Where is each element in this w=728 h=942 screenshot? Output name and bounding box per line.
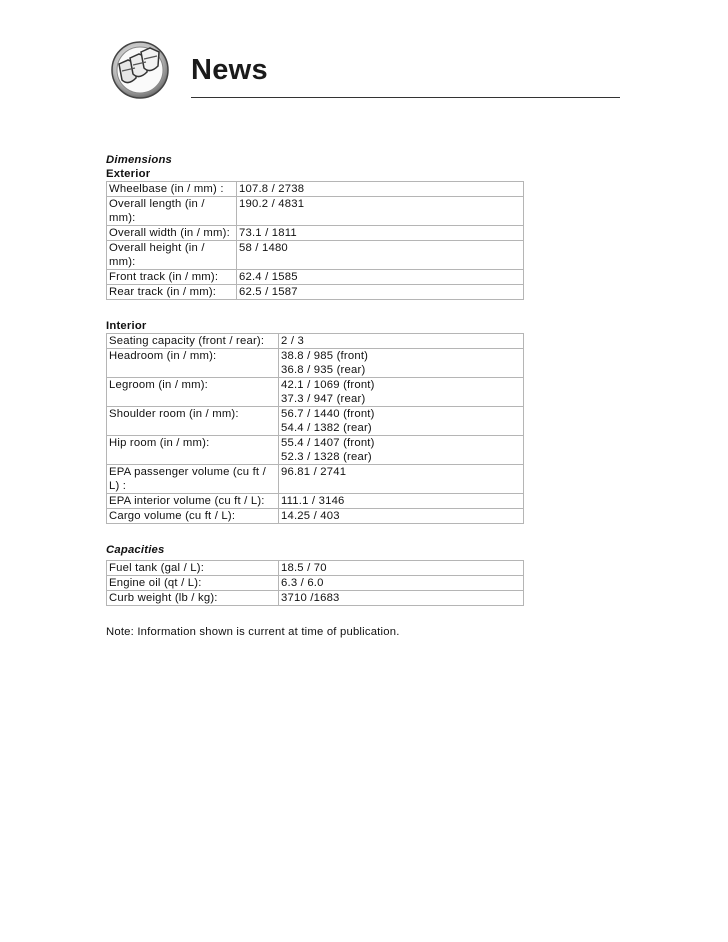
spec-value-cell [279, 436, 524, 465]
spec-value: 62.4 / 1585 [239, 271, 298, 283]
spec-value-cell [279, 576, 524, 591]
table-row [107, 576, 524, 591]
spec-label: Shoulder room (in / mm): [107, 407, 279, 436]
spec-value-secondary: 37.3 / 947 (rear) [281, 393, 366, 405]
spec-value-cell [279, 561, 524, 576]
spec-value: 58 / 1480 [239, 242, 288, 254]
spec-value-cell [279, 591, 524, 606]
spec-value: 190.2 / 4831 [239, 198, 305, 210]
spec-label: Seating capacity (front / rear): [107, 334, 279, 349]
spec-value: 96.81 / 2741 [281, 466, 347, 478]
spec-value-cell [237, 197, 524, 226]
spec-value-cell [237, 285, 524, 300]
table-row [107, 285, 524, 300]
table-row [107, 182, 524, 197]
spec-value: 55.4 / 1407 (front) [281, 437, 375, 449]
spec-value: 3710 /1683 [281, 592, 340, 604]
spec-label: Legroom (in / mm): [107, 378, 279, 407]
table-row [107, 349, 524, 378]
table-row [107, 591, 524, 606]
spec-label: Overall height (in / mm): [107, 241, 237, 270]
exterior-heading: Exterior [106, 168, 151, 180]
spec-label: Front track (in / mm): [107, 270, 237, 285]
dimensions-heading: Dimensions [106, 154, 173, 166]
spec-label: Curb weight (lb / kg): [107, 591, 279, 606]
spec-label: Overall width (in / mm): [107, 226, 237, 241]
spec-label: Rear track (in / mm): [107, 285, 237, 300]
spec-value-cell [237, 241, 524, 270]
table-row [107, 465, 524, 494]
spec-value-cell [279, 465, 524, 494]
spec-value-cell [237, 270, 524, 285]
spec-value: 18.5 / 70 [281, 562, 327, 574]
spec-value: 73.1 / 1811 [239, 227, 297, 239]
capacities-heading: Capacities [106, 544, 165, 556]
table-row [107, 226, 524, 241]
spec-document [106, 153, 524, 639]
spec-label: Headroom (in / mm): [107, 349, 279, 378]
spec-value-cell [279, 349, 524, 378]
table-row [107, 270, 524, 285]
spec-value: 38.8 / 985 (front) [281, 350, 369, 362]
spec-value: 62.5 / 1587 [239, 286, 298, 298]
spec-label: EPA passenger volume (cu ft / L) : [107, 465, 279, 494]
spec-value-cell [279, 334, 524, 349]
header-divider [191, 97, 620, 98]
spec-label: Fuel tank (gal / L): [107, 561, 279, 576]
spec-value: 56.7 / 1440 (front) [281, 408, 375, 420]
table-row [107, 561, 524, 576]
tri-shield-logo [110, 40, 170, 100]
publication-note: Note: Information shown is current at time of publication. [106, 626, 400, 638]
table-row [107, 378, 524, 407]
table-row [107, 509, 524, 524]
spec-label: Overall length (in / mm): [107, 197, 237, 226]
spec-value: 14.25 / 403 [281, 510, 340, 522]
table-row [107, 407, 524, 436]
page-title: News [191, 54, 268, 86]
spec-value: 107.8 / 2738 [239, 183, 305, 195]
table-row [107, 197, 524, 226]
spec-label: Cargo volume (cu ft / L): [107, 509, 279, 524]
spec-value: 42.1 / 1069 (front) [281, 379, 375, 391]
table-row [107, 436, 524, 465]
spec-value: 2 / 3 [281, 335, 304, 347]
exterior-table [106, 181, 524, 300]
spec-value: 6.3 / 6.0 [281, 577, 324, 589]
capacities-table [106, 560, 524, 606]
spec-value-cell [237, 182, 524, 197]
interior-heading: Interior [106, 320, 147, 332]
spec-value-cell [237, 226, 524, 241]
spec-value-cell [279, 407, 524, 436]
spec-value: 111.1 / 3146 [281, 495, 345, 507]
interior-table [106, 333, 524, 524]
spec-value-secondary: 54.4 / 1382 (rear) [281, 422, 372, 434]
spec-value-cell [279, 494, 524, 509]
spec-label: Hip room (in / mm): [107, 436, 279, 465]
table-row [107, 241, 524, 270]
spec-label: Engine oil (qt / L): [107, 576, 279, 591]
spec-label: EPA interior volume (cu ft / L): [107, 494, 279, 509]
table-row [107, 334, 524, 349]
spec-value-secondary: 52.3 / 1328 (rear) [281, 451, 372, 463]
spec-value-cell [279, 378, 524, 407]
table-row [107, 494, 524, 509]
spec-value-cell [279, 509, 524, 524]
spec-value-secondary: 36.8 / 935 (rear) [281, 364, 366, 376]
spec-label: Wheelbase (in / mm) : [107, 182, 237, 197]
